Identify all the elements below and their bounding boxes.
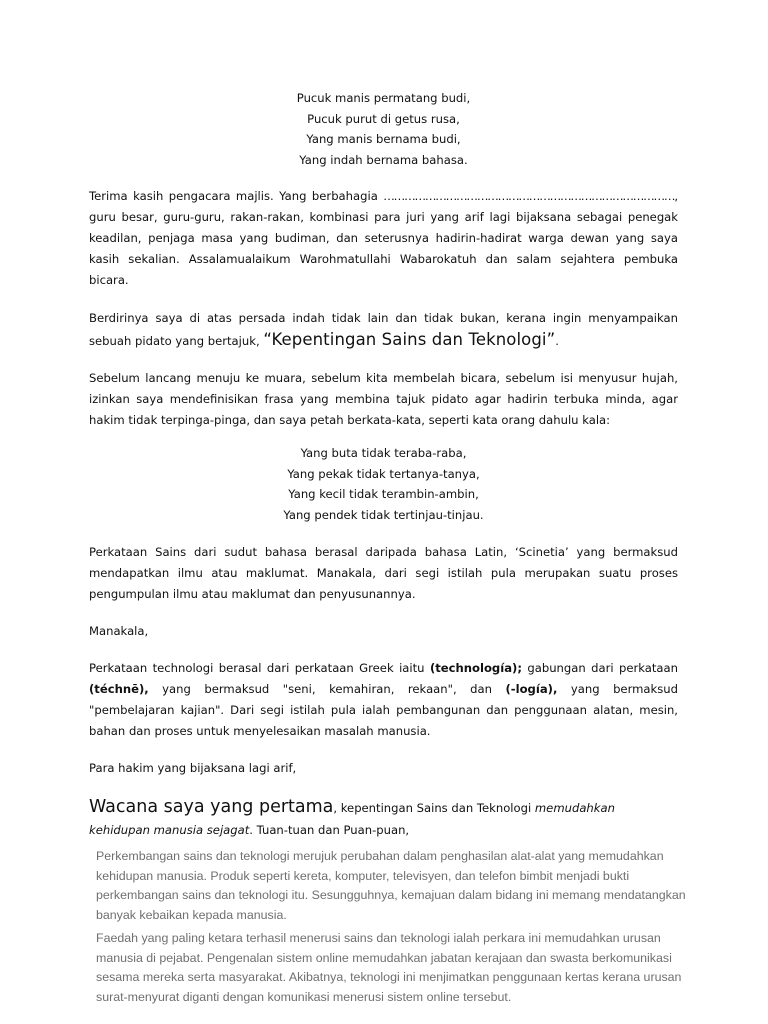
pantun-line: Yang buta tidak teraba-raba, <box>300 446 467 460</box>
tech-term-techne: (téchnē), <box>89 682 149 696</box>
pasted-line: surat-menyurat diganti dengan komunikasi menerusi sistem online tersebut. <box>96 989 512 1004</box>
intro-text: Berdirinya saya di atas persada indah tidak lain dan tidak bukan, kerana ingin menyampaikan sebuah pidato yang bertajuk, <box>89 311 678 348</box>
first-point-emphasis: memudahkan kehidupan manusia sejagat <box>89 801 615 837</box>
greeting-text-start: Terima kasih pengacara majlis. Yang berbahagia <box>89 189 384 203</box>
document-body <box>89 88 686 1007</box>
pantun-line: Yang kecil tidak terambin-ambin, <box>288 487 479 501</box>
manakala-paragraph: Manakala, <box>89 624 149 638</box>
first-point-text: , kepentingan Sains dan Teknologi <box>333 801 535 815</box>
intro-end: . <box>555 334 559 348</box>
first-point-paragraph <box>89 796 678 841</box>
greeting-paragraph <box>89 186 678 291</box>
tech-text-2: gabungan dari perkataan <box>521 661 678 675</box>
pantun-line: Pucuk purut di getus rusa, <box>307 111 460 126</box>
intro-paragraph <box>89 307 678 352</box>
first-point-end: . Tuan-tuan dan Puan-puan, <box>249 823 410 837</box>
pasted-paragraph-1 <box>96 847 686 925</box>
pasted-paragraph-2 <box>96 929 682 1007</box>
second-pantun <box>89 443 678 525</box>
greeting-dots: ………………………………………………………………………… <box>383 189 675 203</box>
pasted-line: banyak kebaikan kepada manusia. <box>96 907 287 922</box>
greeting-text-mid: , guru besar, <box>89 189 678 224</box>
pantun-line: Yang pendek tidak tertinjau-tinjau. <box>283 507 484 522</box>
pasted-line: Faedah yang paling ketara terhasil menerusi sains dan teknologi ialah perkara ini memudahkan urusan <box>96 931 661 945</box>
tech-text-4: yang bermaksud "pembelajaran kajian". Dari segi istilah pula ialah pembangunan dan penggunaan alatan, mesin, bahan dan proses untuk menyelesaikan masalah manusia. <box>89 682 678 738</box>
pantun-line: Yang pekak tidak tertanya-tanya, <box>287 466 480 481</box>
first-point-heading: Wacana saya yang pertama <box>89 797 334 817</box>
pasted-line: Perkembangan sains dan teknologi merujuk perubahan dalam penghasilan alat-alat yang memudahkan <box>96 849 664 863</box>
tech-term-greek: (technología); <box>429 661 522 675</box>
tech-text-3: yang bermaksud "seni, kemahiran, rekaan", dan <box>148 682 506 696</box>
opening-pantun <box>89 88 678 170</box>
pantun-line: Yang indah bernama bahasa. <box>299 152 468 167</box>
pasted-line: sesama mereka serta masyarakat. Akibatnya, teknologi ini menjimatkan penggunaan kertas kerana urusan <box>96 970 682 984</box>
speech-title: “Kepentingan Sains dan Teknologi” <box>263 330 556 349</box>
judges-address: Para hakim yang bijaksana lagi arif, <box>89 761 297 775</box>
tech-text-1: Perkataan technologi berasal dari perkataan Greek iaitu <box>89 661 430 675</box>
sains-definition-paragraph: Perkataan Sains dari sudut bahasa berasal daripada bahasa Latin, ‘Scinetia’ yang bermaksud mendapatkan ilmu atau maklumat. Manakala, dari segi istilah pula merupakan suatu proses pengumpulan ilmu atau maklumat dan penyusunannya. <box>89 545 678 601</box>
preface-paragraph: Sebelum lancang menuju ke muara, sebelum kita membelah bicara, sebelum isi menyusur hujah, izinkan saya mendefinisikan frasa yang membina tajuk pidato agar hadirin terbuka minda, agar hakim tidak terpinga-pinga, dan saya petah berkata-kata, seperti kata orang dahulu kala: <box>89 371 678 427</box>
pasted-line: manusia di pejabat. Pengenalan sistem online memudahkan jabatan kerajaan dan swasta berkomunikasi <box>96 950 672 965</box>
pantun-line: Pucuk manis permatang budi, <box>296 91 471 105</box>
pantun-line: Yang manis bernama budi, <box>306 132 461 146</box>
technology-definition-paragraph <box>89 658 678 742</box>
greeting-text-rest: guru-guru, rakan-rakan, kombinasi para juri yang arif lagi bijaksana sebagai penegak keadilan, penjaga masa yang budiman, dan seterusnya hadirin-hadirat warga dewan yang saya kasih sekalian. Assalamualaikum Warohmatullahi Wabarokatuh dan salam sejahtera pembuka bicara. <box>89 210 678 287</box>
tech-term-logia: (-logía), <box>505 682 558 696</box>
pasted-line: perkembangan sains dan teknologi itu. Sesungguhnya, kemajuan dalam bidang ini memang mendatangkan <box>96 888 686 902</box>
pasted-line: kehidupan manusia. Produk seperti kereta, komputer, televisyen, dan telefon bimbit menjadi bukti <box>96 868 630 883</box>
